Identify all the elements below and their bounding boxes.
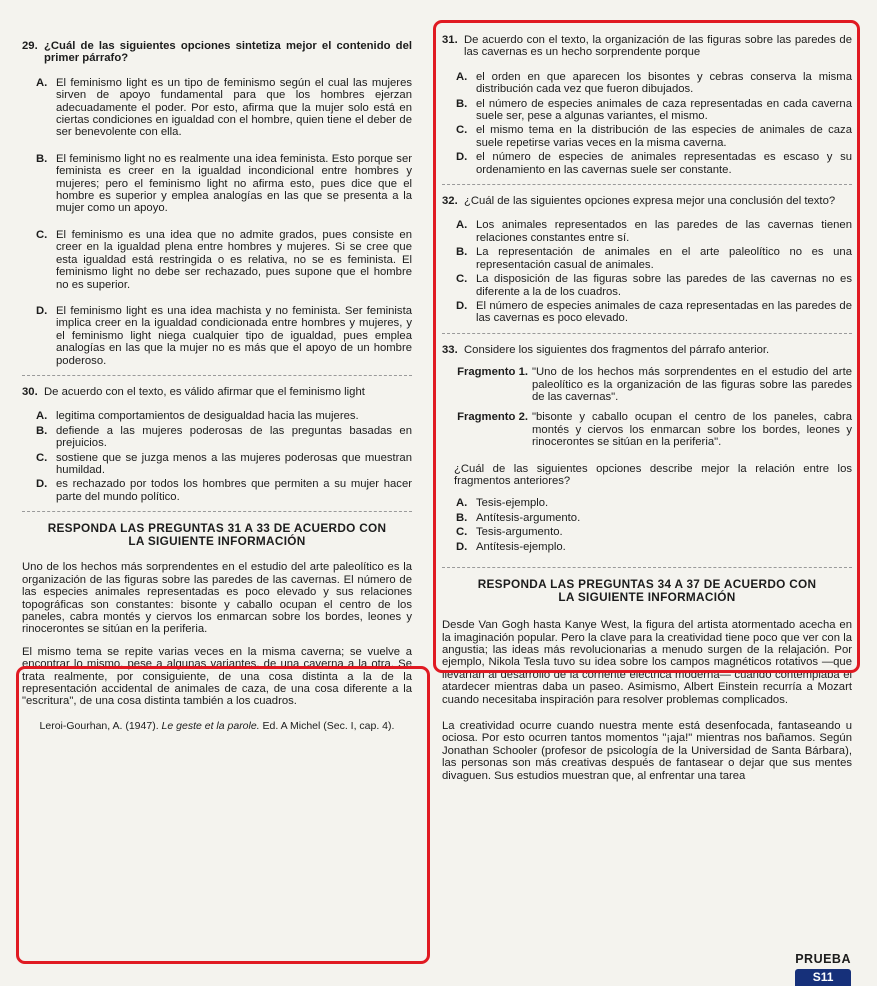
paragraph-1: Uno de los hechos más sorprendentes en el estudio del arte paleolítico es la organización de las figuras sobre las paredes de las cavernas. El número de las especies animales representadas es poco elevado y sus relaciones topográficas son constantes: bisonte y caballo ocupan el centro de los paneles, cabra montés y ciervos los enmarcan sobre los bordes, leones y rinocerontes se sitúan en la periferia. — [22, 561, 412, 636]
question-29 — [22, 40, 412, 367]
question-number: 30. — [22, 385, 38, 398]
question-30 — [22, 386, 412, 503]
question-number: 32. — [442, 195, 458, 208]
option-d[interactable]: D. El feminismo light es una idea machista y no feminista. Ser feminista implica creer en la igualdad condicionada entre hombres y mujeres, y el feminismo light niega cualquier tipo de igualdad, pues emplea analogías en las que la mujer no es más que el apoyo de un hombre poderoso. — [36, 304, 412, 367]
left-column — [22, 40, 412, 732]
question-text: De acuerdo con el texto, es válido afirmar que el feminismo light — [44, 385, 365, 398]
option-c[interactable]: C. el mismo tema en la distribución de las especies de animales de caza suele repetirse varias veces en la misma caverna. — [456, 124, 852, 149]
option-d[interactable]: D. el número de especies de animales representadas es escaso y su ordenamiento en las cavernas suele ser constante. — [456, 151, 852, 176]
option-b[interactable]: B. defiende a las mujeres poderosas de las preguntas basadas en prejuicios. — [36, 424, 412, 450]
option-c[interactable]: C. El feminismo es una idea que no admite grados, pues consiste en creer en la igualdad plena entre hombres y mujeres. Si se cree que esta igualdad está restringida o es relativa, no se es feminista. El feminismo light no debe ser rechazado, pues supone que el hombre no es superior. — [36, 228, 412, 291]
fragment-1: Fragmento 1. "Uno de los hechos más sorprendentes en el estudio del arte paleolítico es la organización de las figuras sobre las paredes de las cavernas". — [457, 366, 852, 403]
option-c[interactable]: C. La disposición de las figuras sobre las paredes de las cavernas no es diferente a la de los cuadros. — [456, 273, 852, 298]
option-b[interactable]: B. La representación de animales en el arte paleolítico no es una representación casual de animales. — [456, 246, 852, 271]
question-number: 29. — [22, 40, 38, 52]
highlight-box-questions — [433, 20, 860, 673]
section-title: RESPONDA LAS PREGUNTAS 34 A 37 DE ACUERDO CON LA SIGUIENTE INFORMACIÓN — [477, 577, 817, 604]
citation: Leroi-Gourhan, A. (1947). Le geste et la parole. Ed. A Michel (Sec. I, cap. 4). — [39, 719, 395, 732]
divider — [22, 511, 412, 512]
option-c[interactable]: C. sostiene que se juzga menos a las mujeres poderosas que muestran humildad. — [36, 451, 412, 476]
option-a[interactable]: A. legitima comportamientos de desigualdad hacia las mujeres. — [36, 410, 359, 423]
question-text: Considere los siguientes dos fragmentos del párrafo anterior. — [464, 343, 770, 356]
paragraph-2: El mismo tema se repite varias veces en la misma caverna; se vuelve a encontrar lo mismo, pese a algunas variantes, de una caverna a la otra. Se trata realmente, por consiguiente, de una cosa distinta a la de la representación accidental de animales de caza, de una cosa diferente a la "escritura", de una cosa distinta también a los cuadros. — [22, 645, 412, 708]
question-number: 31. — [442, 34, 458, 46]
option-d[interactable]: D. es rechazado por todos los hombres que permiten a su mujer hacer parte del mundo político. — [36, 478, 412, 503]
option-d[interactable]: D. Antítesis-ejemplo. — [456, 540, 566, 553]
highlight-box-passage — [16, 666, 430, 964]
option-b[interactable]: B. el número de especies animales de caza representadas en cada caverna suele ser, pese a algunas variantes, el mismo. — [456, 97, 852, 123]
question-text: De acuerdo con el texto, la organización de las figuras sobre las paredes de las cavernas es un hecho sorprendente porque — [464, 34, 852, 59]
option-a[interactable]: A. el orden en que aparecen los bisontes y cebras conserva la misma distribución cada vez que fueron dibujados. — [456, 70, 852, 96]
option-d[interactable]: D. El número de especies animales de caza representadas en las paredes de las cavernas es poco elevado. — [456, 299, 852, 325]
option-c[interactable]: C. Tesis-argumento. — [456, 526, 563, 539]
footer — [795, 952, 851, 986]
option-a[interactable]: A. El feminismo light es un tipo de feminismo según el cual las mujeres sirven de apoyo fundamental para que los hombres ejerzan adecuadamente el poder. Por esto, afirma que la mujer solo está en ciertas condiciones en igualdad con el hombre, quien tiene el deber de ser benevolente con ella. — [36, 76, 412, 139]
fragment-2: Fragmento 2. "bisonte y caballo ocupan el centro de los paneles, cabra montés y ciervos los enmarcan sobre los bordes, leones y rinocerontes se sitúan en la periferia". — [457, 411, 852, 449]
question-text: ¿Cuál de las siguientes opciones sintetiza mejor el contenido del primer párrafo? — [44, 40, 412, 65]
test-label: PRUEBA — [795, 952, 851, 966]
page-badge: S11 — [795, 969, 851, 986]
question-number: 33. — [442, 343, 458, 356]
option-a[interactable]: A. Los animales representados en las paredes de las cavernas tienen relaciones constantes entre sí. — [456, 219, 852, 244]
relation-question: ¿Cuál de las siguientes opciones describe mejor la relación entre los fragmentos anteriores? — [454, 462, 852, 487]
option-b[interactable]: B. El feminismo light no es realmente una idea feminista. Esto porque ser feminista es creer en la igualdad incondicional entre hombres y mujeres; pero el feminismo light no afirma esto, pues dice que el hombre es superior y emplea analogías en las que se presenta a la mujer como un apoyo. — [36, 152, 412, 215]
option-a[interactable]: A. Tesis-ejemplo. — [456, 497, 549, 510]
divider — [22, 375, 412, 376]
question-text: ¿Cuál de las siguientes opciones expresa mejor una conclusión del texto? — [464, 195, 836, 208]
paragraph-2: La creatividad ocurre cuando nuestra mente está desenfocada, fantaseando u ociosa. Por esto ocurren tantos momentos "¡aja!" mientras nos bañamos. Según Jonathan Schooler (profesor de psicología de la Universidad de Santa Bárbara), las personas son más creativas después de fantasear o dejar que sus mentes divaguen. Sus estudios muestran que, al enfrentar una tarea — [442, 720, 852, 782]
paragraph-1: Desde Van Gogh hasta Kanye West, la figura del artista atormentado acecha en la imaginación popular. Pero la clave para la creatividad tiene poco que ver con la angustia; las ideas más revolucionarias a menudo surgen de la relajación. Por ejemplo, Nikola Tesla tuvo su idea sobre los campos magnéticos rotativos —que llevarían al desarrollo de la corriente eléctrica moderna— cuando contemplaba el atardecer mientras daba un paseo. Asimismo, Albert Einstein recurría a Mozart cuando necesitaba inspiración para resolver problemas complicados. — [442, 619, 852, 706]
option-b[interactable]: B. Antítesis-argumento. — [456, 511, 581, 524]
section-title: RESPONDA LAS PREGUNTAS 31 A 33 DE ACUERDO CON LA SIGUIENTE INFORMACIÓN — [47, 521, 387, 548]
